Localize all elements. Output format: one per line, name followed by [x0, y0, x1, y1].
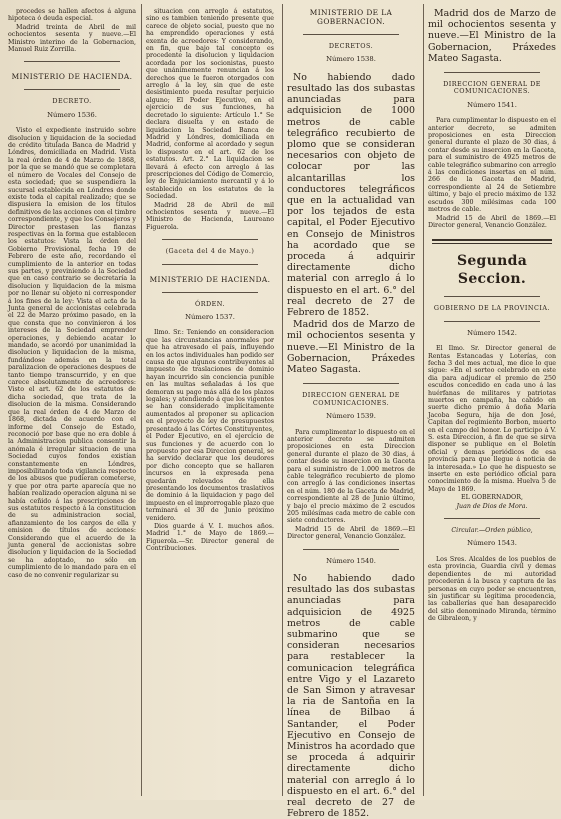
divider — [162, 264, 258, 265]
column-rule — [282, 4, 283, 796]
document-number: Número 1543. — [467, 539, 517, 548]
document-number: Número 1541. — [467, 100, 517, 109]
section-heading: DIRECCION GENERAL DE COMUNICACIONES. — [302, 391, 400, 407]
document-number: Número 1536. — [47, 110, 97, 119]
section-heading: MINISTERIO DE HACIENDA. — [149, 274, 271, 284]
document-number: Número 1539. — [326, 412, 376, 421]
circular-body: Los Sres. Alcaldes de los pueblos de esta provincia, Guardia civil y demas dependientes de mi autoridad procederán á la busca y captura de las personas en cuyo poder se encuentren, sin justificar su legítima procedencia, las caballerías que han desaparecido del sitio denominado Miranda, término de Gibraleon, y — [428, 555, 556, 623]
divider — [303, 549, 399, 550]
document-number: Número 1538. — [326, 55, 376, 64]
circular-title: Circular.—Orden público, — [451, 527, 533, 535]
decree-body-continued: situacion con arreglo á estatutos, sino es tambien teniendo presente que carece de objeto social, puesto que no ha emprendido operaciones y está exenta de acreedores: Y considerando, en fin, que bajo tal concepto es procedente la disolucion y liquidacion acordada por los socionistas, puesto que unánimemente renuncian á los derechos que le fueron otorgados con arreglo á la ley, sin que de este desistimiento pueda resultar perjuicio alguno; El Poder Ejecutivo, en el ejercicio de sus funciones, ha decretado lo siguiente: Artículo 1.° Se declara disuelta y en estado de liquidacion la Sociedad Banca de Madrid y Lóndres, domiciliada en Madrid, conforme al acordado y segun lo dispuesto en el art. 62 de los estatutos. Art. 2.° La liquidacion se llevará á efecto con arreglo á las prescripciones del Código de Comercio, ley de Enjuiciamiento mercantil y á lo establecido en los estatutos de la Sociedad. — [146, 8, 274, 201]
intro-text: procedes se hallen afectos á alguna hipoteca ó deuda especial. — [8, 8, 136, 23]
governor-title: EL GOBERNADOR, — [461, 494, 523, 502]
document-number: Número 1537. — [185, 313, 235, 321]
notice-body: Para cumplimentar lo dispuesto en el anterior decreto, se admiten proposiciones en esta Direccion general durante el plazo de 30 dias, á contar desde su insercion en la Gaceta, para el suministro de 4925 metros de cable telegráfico submarino con arreglo á las condiciones insertas en el núm. 266 de la Gaceta de Madrid, correspondiente al 24 de Setiembre último, y bajo el precio máximo de 132 escudos 300 milésimas cada 100 metros de cable. — [428, 117, 556, 214]
thick-divider — [432, 239, 552, 241]
notice-date: Madrid 15 de Abril de 1869.—El Director general, Venancio González. — [428, 214, 556, 229]
document-type: DECRETO. — [52, 97, 92, 106]
document-type: ÓRDEN. — [194, 299, 226, 308]
divider — [162, 239, 258, 240]
document-type: DECRETOS. — [328, 42, 374, 50]
section-heading: MINISTERIO DE LA GOBERNACION. — [309, 8, 393, 26]
divider — [444, 72, 540, 73]
notice-body: Para cumplimentar lo dispuesto en el anterior decreto se admiten proposiciones en esta Direccion general durante el plazo de 30 dias, á contar desde su insercion en la Gaceta para el suministro de 1.000 metros de cable telegráfico recubierto de plomo con arreglo á las condiciones insertas en el núm. 180 de la Gaceta de Madrid, correspondiente al 28 de Junio último, y bajo el precio máximo de 2 escudos 205 milésimas cada metro de cable con siete conductores. — [287, 428, 415, 525]
divider — [444, 296, 540, 297]
order-body: Ilmo. Sr.: Teniendo en consideracion que las circunstancias anormales por que ha atravesado el país, influyendo en los actos individuales han podido ser causa de que algunos contribuyentes al impuesto de traslaciones de dominio hayan incurrido sin conciencia punible en las multas señaladas á los que demoran su pago más allá de los plazos legales; y atendiendo á que los vigentes se han considerado implícitamente aumentados al proponer su aplicacion en el proyecto de ley de presupuestos presentado á las Córtes Constituyentes, el Poder Ejecutivo, en el ejercicio de sus funciones y de acuerdo con lo propuesto por esa Direccion general, se ha servido declarar que los deudores por dicho concepto que se hallaren incursos en la expresada pena quedarán relevados de ella presentando los documentos traslativos de dominio á la liquidacion y pago del impuesto en el improrrogable plazo que terminará el 30 de Junio próximo venidero. — [146, 329, 274, 522]
notice-body: El Ilmo. Sr. Director general de Rentas Estancadas y Loterías, con fecha 3 del mes actual, me dice lo que sigue: «En el sorteo celebrado en este dia para adjudicar el premio de 250 escudos concedido en cada uno á las huérfanas de militares y patriotas muertos en campaña, ha cabido en suerte dicho premio á doña María Jacoba Segura, hija de don José, Capitan del regimiento Borbon, muerto en el campo del honor. Lo participo á V. S. esta Direccion, á fin de que se sirva disponer se publique en el Boletín oficial y demas periódicos de esa provincia para que llegue á noticia de la interesada.» Lo que he dispuesto se inserte en este periódico oficial para conocimiento de la misma. Huelva 5 de Mayo de 1869. — [428, 345, 556, 493]
divider — [303, 383, 399, 384]
divider — [162, 292, 258, 293]
decree-body-large: No habiendo dado resultado las dos subastas anunciadas para adquisicion de 4925 metros de cable submarino que se consideran necesarios para restablecer la comunicacion telegráfica entre Vigo y el Lazareto de San Simon y atravesar la ria de Santoña en la línea de Bilbao á Santander, el Poder Ejecutivo en Consejo de Ministros ha acordado que se proceda á adquirir directamente dicho material con arreglo á lo dispuesto en el art. 6.° del real decreto de 27 de Febrero de 1852. — [287, 573, 415, 819]
column-3 — [287, 8, 415, 819]
divider — [444, 518, 540, 519]
decree-date: Madrid 28 de Abril de mil ochocientos sesenta y nueve.—El Ministro de Hacienda, Laureano Figuerola. — [146, 201, 274, 231]
section-heading: GOBIERNO DE LA PROVINCIA. — [433, 304, 551, 313]
decree-body-large: No habiendo dado resultado las dos subastas anunciadas para adquisicion de 1000 metros de cable telegráfico recubierto de plomo que se consideran necesarios con objeto de colocar por las alcantarillas los conductores telegráficos que en la actualidad van por los tejados de esta capital, el Poder Ejecutivo en Consejo de Ministros ha acordado que se proceda á adquirir directamente dicho material con arreglo á lo dispuesto en el art. 6.° del real decreto de 27 de Febrero de 1852. — [287, 71, 415, 319]
divider — [24, 61, 120, 62]
column-4 — [428, 8, 556, 794]
governor-name: Juan de Dios de Mora. — [456, 502, 528, 510]
intro-signature: Madrid treinta de Abril de mil ochocientos sesenta y nueve.—El Ministro interino de la Gobernacion, Manuel Ruiz Zorrilla. — [8, 23, 136, 54]
column-rule — [141, 4, 142, 796]
column-1 — [8, 8, 136, 794]
section-heading: DIRECCION GENERAL DE COMUNICACIONES. — [443, 80, 541, 96]
section-heading: MINISTERIO DE HACIENDA. — [11, 72, 133, 82]
divider — [24, 89, 120, 90]
document-number: Número 1542. — [467, 328, 517, 337]
decree-body: Visto el expediente instruido sobre disolucion y liquidacion de la sociedad de crédito titulada Banca de Madrid y Lóndres, domiciliada en Madrid. Vista la real órden de 4 de Marzo de 1868, por la que se mandó que se completara el número de Vocales del Consejo de esta sociedad; que se suspendiera la sucursal establecida en Lóndres donde existe toda el capital realizado; que se dispusiera la emision de los títulos definitivos de las acciones con el timbre correspondiente, y que los Consejeros y Director prestasen las fianzas respectivas en la forma que establecen los estatutos: Vista la órden del Gobierno Provisional, fecha 19 de Febrero de este año, recordando el cumplimiento de la anterior en todas sus partes, y previniendo á la Sociedad que en caso contrario se decretaría la disolucion y liquidacion de la misma por no llenar su objeto ni corresponder á los fines de la ley: Vista el acta de la Junta general de accionistas celebrada el 22 de Marzo próximo pasado, en la que consta que no convinieron á los intereses de la Sociedad emprender operaciones, y debiendo acatar lo mandado, se acordó por unanimidad la disolucion y liquidacion de la misma, fundándose además en la total paralizacion de operaciones despues de tanto tiempo transcurrido, y en que carece absolutamente de acreedores: Visto el art. 62 de los estatutos de dicha sociedad, que trata de la disolucion de la misma. Considerando que la real órden de 4 de Marzo de 1868, dictada de acuerdo con el informe del Consejo de Estado, reconoció por base que no era doble á la Administracion publica consentir la anómala é irregular situacion de una Sociedad cuyos fondos existían constantemente en Lóndres, imposibilitando toda vigilancia respecto de los abusos que pudieran cometerse, y que por otra parte aparecía que no habían realizado operacion alguna ni se había ceñido á las prescripciones de sus estatutos respecto á la constitucion de su administracion social, afianzamiento de los cargos de ella y emision de títulos de acciones: Considerando que el acuerdo de la junta general de accionistas sobre disolucion y liquidacion de la Sociedad se ha adoptado, no sólo en cumplimiento de lo mandado para en el caso de no convenir regularizar su — [8, 127, 136, 579]
thin-divider — [432, 243, 552, 244]
gazette-reference: (Gaceta del 4 de Mayo.) — [165, 247, 255, 256]
divider — [444, 321, 540, 322]
divider — [303, 34, 399, 35]
decree-date-large: Madrid dos de Marzo de mil ochocientos sesenta y nueve.—El Ministro de la Gobernacion, Práxedes Mateo Sagasta. — [428, 8, 556, 64]
notice-date: Madrid 15 de Abril de 1869.—El Director general, Venancio González. — [287, 525, 415, 541]
decree-date-large: Madrid dos de Marzo de mil ochocientos sesenta y nueve.—El Ministro de la Gobernacion, Práxedes Mateo Sagasta. — [287, 319, 415, 376]
order-closing: Dios guarde á V. I. muchos años. Madrid 1.° de Mayo de 1869.—Figuerola.—Sr. Director general de Contribuciones. — [146, 522, 274, 553]
column-rule — [423, 4, 424, 796]
section-title: Segunda Seccion. — [456, 253, 528, 288]
document-number: Número 1540. — [326, 556, 376, 565]
column-2 — [146, 8, 274, 794]
